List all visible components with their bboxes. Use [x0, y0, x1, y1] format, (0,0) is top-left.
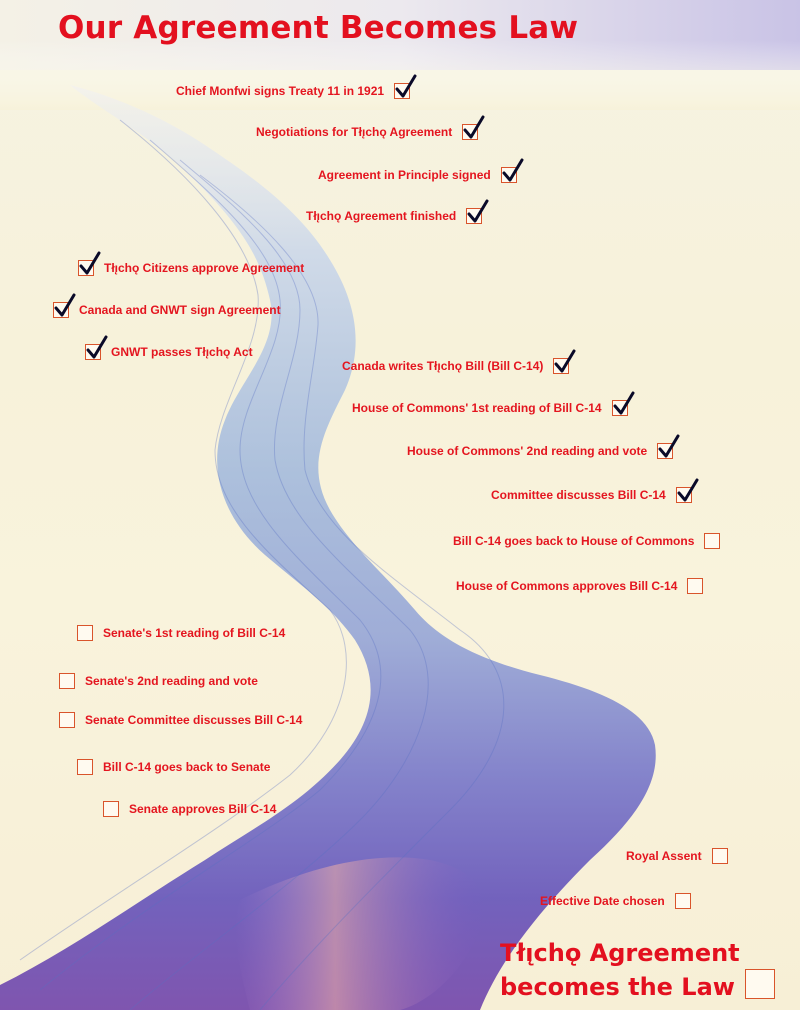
milestone-item	[540, 893, 691, 909]
milestone-item	[176, 83, 410, 99]
milestone-label: Senate Committee discusses Bill C-14	[85, 713, 303, 727]
milestone-label: Senate's 1st reading of Bill C-14	[103, 626, 286, 640]
milestone-item	[85, 344, 253, 360]
milestone-item	[352, 400, 628, 416]
milestone-checkbox[interactable]	[712, 848, 728, 864]
milestone-item	[491, 487, 692, 503]
milestone-label: Bill C-14 goes back to Senate	[103, 760, 271, 774]
milestone-label: Bill C-14 goes back to House of Commons	[453, 534, 695, 548]
checkmark-icon	[501, 158, 525, 184]
milestone-item	[456, 578, 703, 594]
checkmark-icon	[394, 74, 418, 100]
milestone-checkbox[interactable]	[103, 801, 119, 817]
milestone-checkbox[interactable]	[78, 260, 94, 276]
poster-title: Our Agreement Becomes Law	[58, 10, 579, 46]
milestone-checkbox[interactable]	[676, 487, 692, 503]
milestone-item	[59, 673, 258, 689]
milestone-item	[453, 533, 720, 549]
checkmark-icon	[466, 199, 490, 225]
checkmark-icon	[78, 251, 102, 277]
milestone-label: Agreement in Principle signed	[318, 168, 491, 182]
milestone-checkbox[interactable]	[704, 533, 720, 549]
milestone-label: Royal Assent	[626, 849, 702, 863]
milestone-checkbox[interactable]	[553, 358, 569, 374]
milestone-label: Negotiations for Tłı̨chǫ Agreement	[256, 125, 453, 139]
milestone-item	[318, 167, 517, 183]
milestone-label: Chief Monfwi signs Treaty 11 in 1921	[176, 84, 385, 98]
checkmark-icon	[553, 349, 577, 375]
milestone-label: Tłı̨chǫ Citizens approve Agreement	[104, 261, 305, 275]
milestone-item	[306, 208, 482, 224]
milestone-label: GNWT passes Tłı̨chǫ Act	[111, 345, 253, 359]
checkmark-icon	[53, 293, 77, 319]
milestone-item	[626, 848, 728, 864]
milestone-item	[256, 124, 478, 140]
milestone-label: Senate approves Bill C-14	[129, 802, 277, 816]
milestone-checkbox[interactable]	[394, 83, 410, 99]
milestone-checkbox[interactable]	[501, 167, 517, 183]
final-milestone-line1: Tłı̨chǫ Agreement	[500, 939, 740, 967]
milestone-label: House of Commons' 1st reading of Bill C-14	[352, 401, 602, 415]
milestone-label: Committee discusses Bill C-14	[491, 488, 666, 502]
milestone-label: Canada writes Tłı̨chǫ Bill (Bill C-14)	[342, 359, 544, 373]
checkmark-icon	[676, 478, 700, 504]
milestone-item	[342, 358, 569, 374]
milestone-item	[77, 759, 270, 775]
milestone-item	[77, 625, 285, 641]
milestone-label: Effective Date chosen	[540, 894, 665, 908]
milestone-checkbox[interactable]	[59, 673, 75, 689]
milestone-checkbox[interactable]	[675, 893, 691, 909]
milestone-checkbox[interactable]	[462, 124, 478, 140]
milestone-item	[59, 712, 302, 728]
milestone-item	[103, 801, 276, 817]
final-milestone	[500, 936, 740, 1004]
milestone-checkbox[interactable]	[59, 712, 75, 728]
milestone-checkbox[interactable]	[53, 302, 69, 318]
milestone-checkbox[interactable]	[612, 400, 628, 416]
checkmark-icon	[612, 391, 636, 417]
milestone-checkbox[interactable]	[657, 443, 673, 459]
checkmark-icon	[657, 434, 681, 460]
milestone-checkbox[interactable]	[85, 344, 101, 360]
milestone-checkbox[interactable]	[687, 578, 703, 594]
milestone-checkbox[interactable]	[77, 625, 93, 641]
milestone-label: Tłı̨chǫ Agreement finished	[306, 209, 457, 223]
final-milestone-line2: becomes the Law	[500, 973, 735, 1001]
milestone-label: House of Commons approves Bill C-14	[456, 579, 678, 593]
milestone-checkbox[interactable]	[77, 759, 93, 775]
checkmark-icon	[462, 115, 486, 141]
milestone-label: House of Commons' 2nd reading and vote	[407, 444, 648, 458]
milestone-checkbox[interactable]	[466, 208, 482, 224]
milestone-label: Canada and GNWT sign Agreement	[79, 303, 281, 317]
checkmark-icon	[85, 335, 109, 361]
milestone-item	[53, 302, 281, 318]
milestone-label: Senate's 2nd reading and vote	[85, 674, 258, 688]
final-milestone-checkbox[interactable]	[745, 969, 775, 999]
milestone-item	[407, 443, 673, 459]
milestone-item	[78, 260, 304, 276]
